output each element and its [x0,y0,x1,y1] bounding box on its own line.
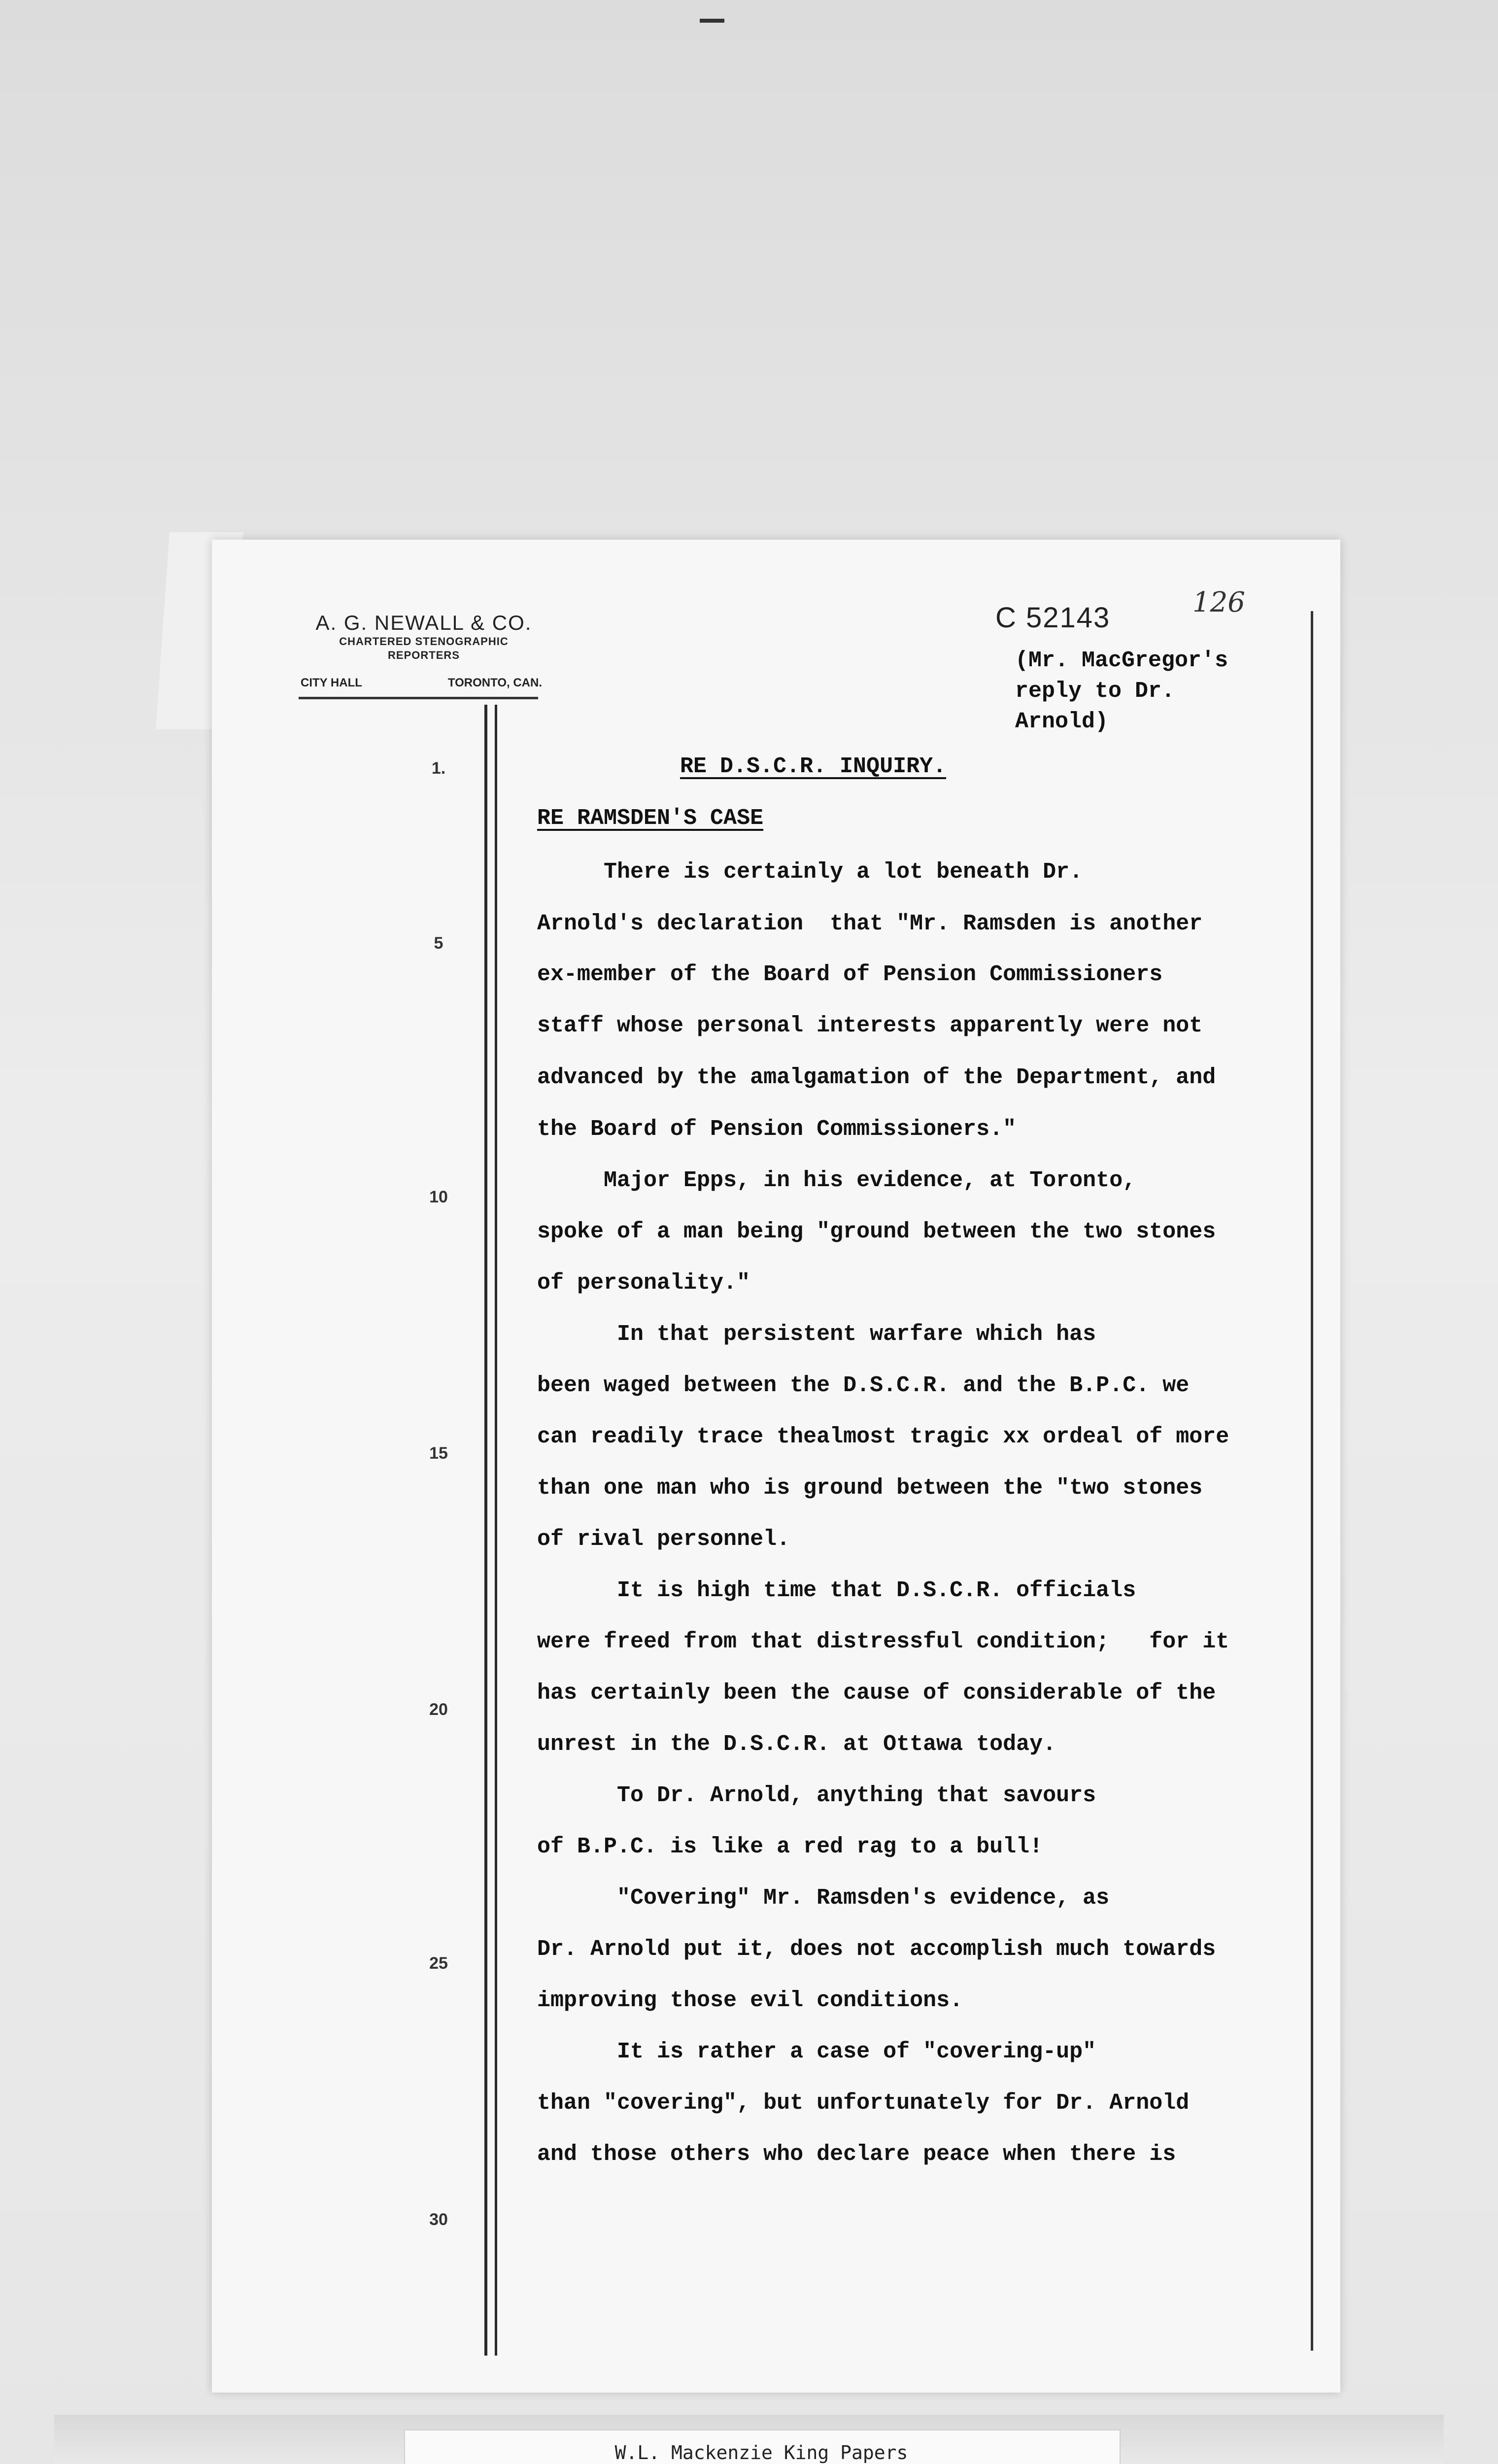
body-line: It is rather a case of "covering-up" [537,2039,1096,2064]
body-line: of rival personnel. [537,1527,790,1552]
body-line: spoke of a man being "ground between the two stones [537,1219,1216,1244]
body-line: than "covering", but unfortunately for Dr. Arnold [537,2090,1190,2116]
body-line: To Dr. Arnold, anything that savours [537,1783,1096,1808]
body-line: has certainly been the cause of considerable of the [537,1680,1216,1706]
body-line: were freed from that distressful condition; for it [537,1629,1229,1654]
letterhead-line2: REPORTERS [388,649,460,661]
body-line: staff whose personal interests apparently were not [537,1013,1203,1038]
body-line: In that persistent warfare which has [537,1322,1096,1347]
reference-number: C 52143 [995,602,1111,634]
body-line: There is certainly a lot beneath Dr. [537,859,1083,885]
letterhead-address-right: TORONTO, CAN. [447,676,542,689]
body-line: "Covering" Mr. Ramsden's evidence, as [537,1885,1110,1911]
body-line: of personality." [537,1270,750,1296]
document-subtitle: RE RAMSDEN'S CASE [537,806,764,831]
archive-collection: W.L. Mackenzie King Papers [614,2442,908,2464]
line-number: 25 [429,1954,448,1973]
scan-mark [700,19,724,23]
line-number: 30 [429,2210,448,2229]
line-number: 5 [434,934,443,953]
body-line: unrest in the D.S.C.R. at Ottawa today. [537,1732,1056,1757]
folio-number: 126 [1192,586,1245,618]
body-line: been waged between the D.S.C.R. and the B.P.C. we [537,1373,1190,1398]
body-line: Dr. Arnold put it, does not accomplish much towards [537,1937,1216,1962]
body-line: improving those evil conditions. [537,1988,963,2013]
line-number: 1. [431,759,446,778]
line-number: 10 [429,1188,448,1206]
note-line: (Mr. MacGregor's [1015,648,1228,673]
line-number: 20 [429,1700,448,1719]
body-line: Major Epps, in his evidence, at Toronto, [537,1168,1136,1193]
note-line: Arnold) [1015,709,1109,734]
letterhead-company: A. G. NEWALL & CO. [315,611,532,634]
letterhead-address [301,676,542,690]
right-margin-rule [1311,611,1313,2351]
note-line: reply to Dr. [1015,679,1175,704]
body-line: ex-member of the Board of Pension Commissioners [537,962,1163,987]
body-line: It is high time that D.S.C.R. officials [537,1578,1136,1603]
margin-rule [495,705,497,2356]
body-line: than one man who is ground between the "two stones [537,1475,1203,1501]
letterhead-line1: CHARTERED STENOGRAPHIC [339,635,509,648]
body-line: the Board of Pension Commissioners." [537,1117,1017,1142]
letterhead [301,611,547,662]
letterhead-rule [299,697,538,699]
body-line: and those others who declare peace when there is [537,2142,1176,2167]
letterhead-address-left: CITY HALL [301,676,362,689]
body-line: of B.P.C. is like a red rag to a bull! [537,1834,1043,1859]
margin-note [1015,646,1228,737]
body-line: advanced by the amalgamation of the Department, and [537,1065,1216,1090]
line-number: 15 [429,1444,448,1463]
document-title: RE D.S.C.R. INQUIRY. [680,754,947,779]
body-line: can readily trace thealmost tragic xx ordeal of more [537,1424,1229,1449]
body-line: Arnold's declaration that "Mr. Ramsden is another [537,911,1203,936]
margin-rule [484,705,487,2356]
